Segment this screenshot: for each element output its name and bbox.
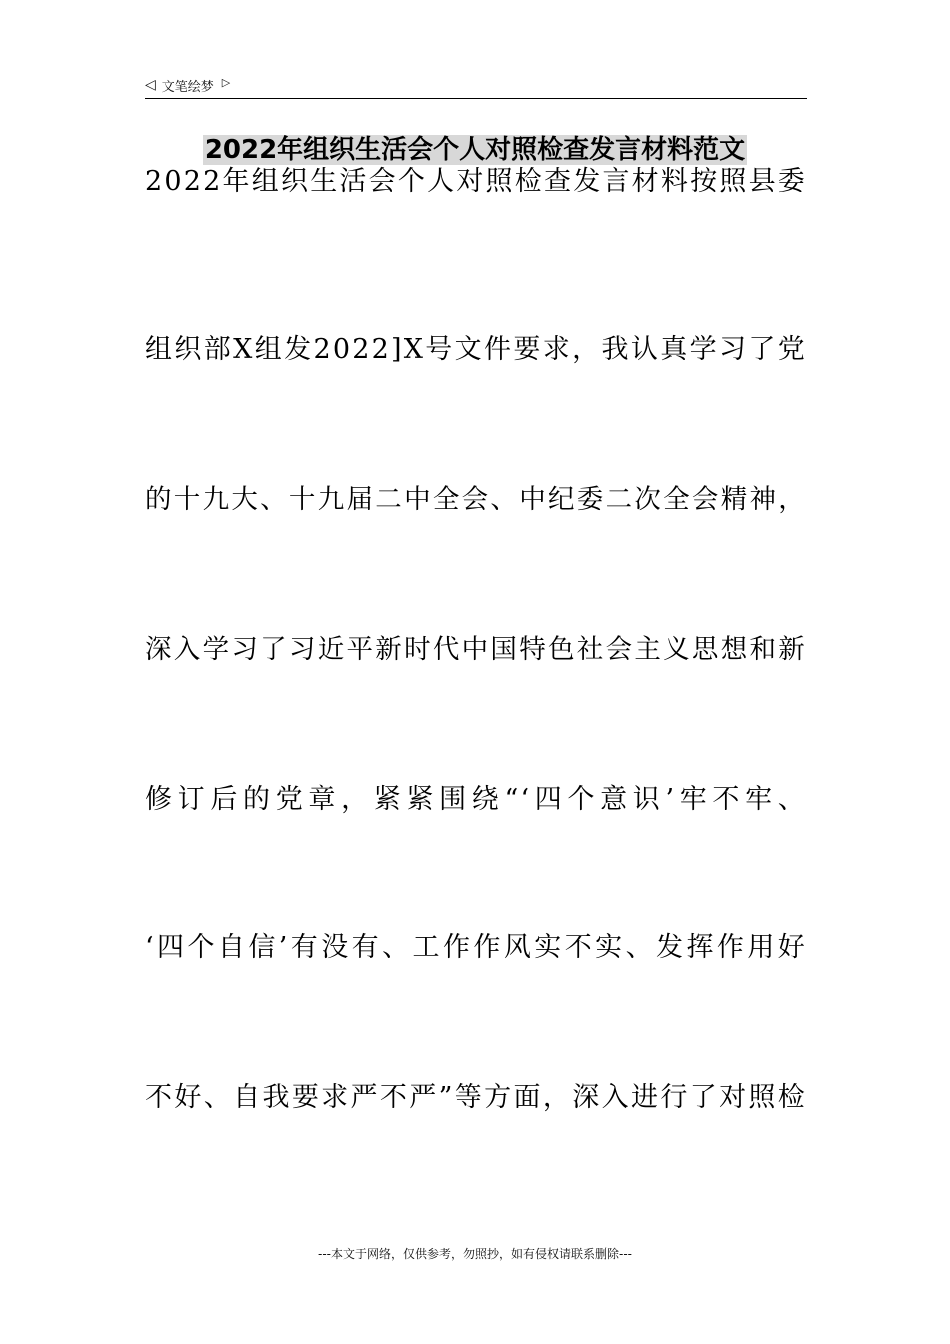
document-title-text: 2022年组织生活会个人对照检查发言材料范文 xyxy=(204,135,746,165)
body-line-7: 不好、自我要求严不严”等方面，深入进行了对照检 xyxy=(145,1082,807,1113)
body-line-2: 组织部X组发2022]X号文件要求，我认真学习了党 xyxy=(145,334,807,365)
page-header xyxy=(145,74,807,96)
triangle-left-icon: ◁ xyxy=(145,77,156,93)
body-line-3: 的十九大、十九届二中全会、中纪委二次全会精神， xyxy=(145,484,807,515)
header-divider xyxy=(145,98,807,99)
body-line-6: ‘四个自信’有没有、工作作风实不实、发挥作用好 xyxy=(145,932,807,963)
body-line-1: 2022年组织生活会个人对照检查发言材料按照县委 xyxy=(145,166,807,197)
triangle-right-icon: ▷ xyxy=(221,75,231,89)
brand-name: 文笔绘梦 xyxy=(161,79,214,95)
body-line-5: 修订后的党章，紧紧围绕“‘四个意识’牢不牢、 xyxy=(145,784,807,815)
page-footer: ---本文于网络，仅供参考，勿照抄，如有侵权请联系删除--- xyxy=(318,1247,632,1261)
body-line-4: 深入学习了习近平新时代中国特色社会主义思想和新 xyxy=(145,634,807,665)
